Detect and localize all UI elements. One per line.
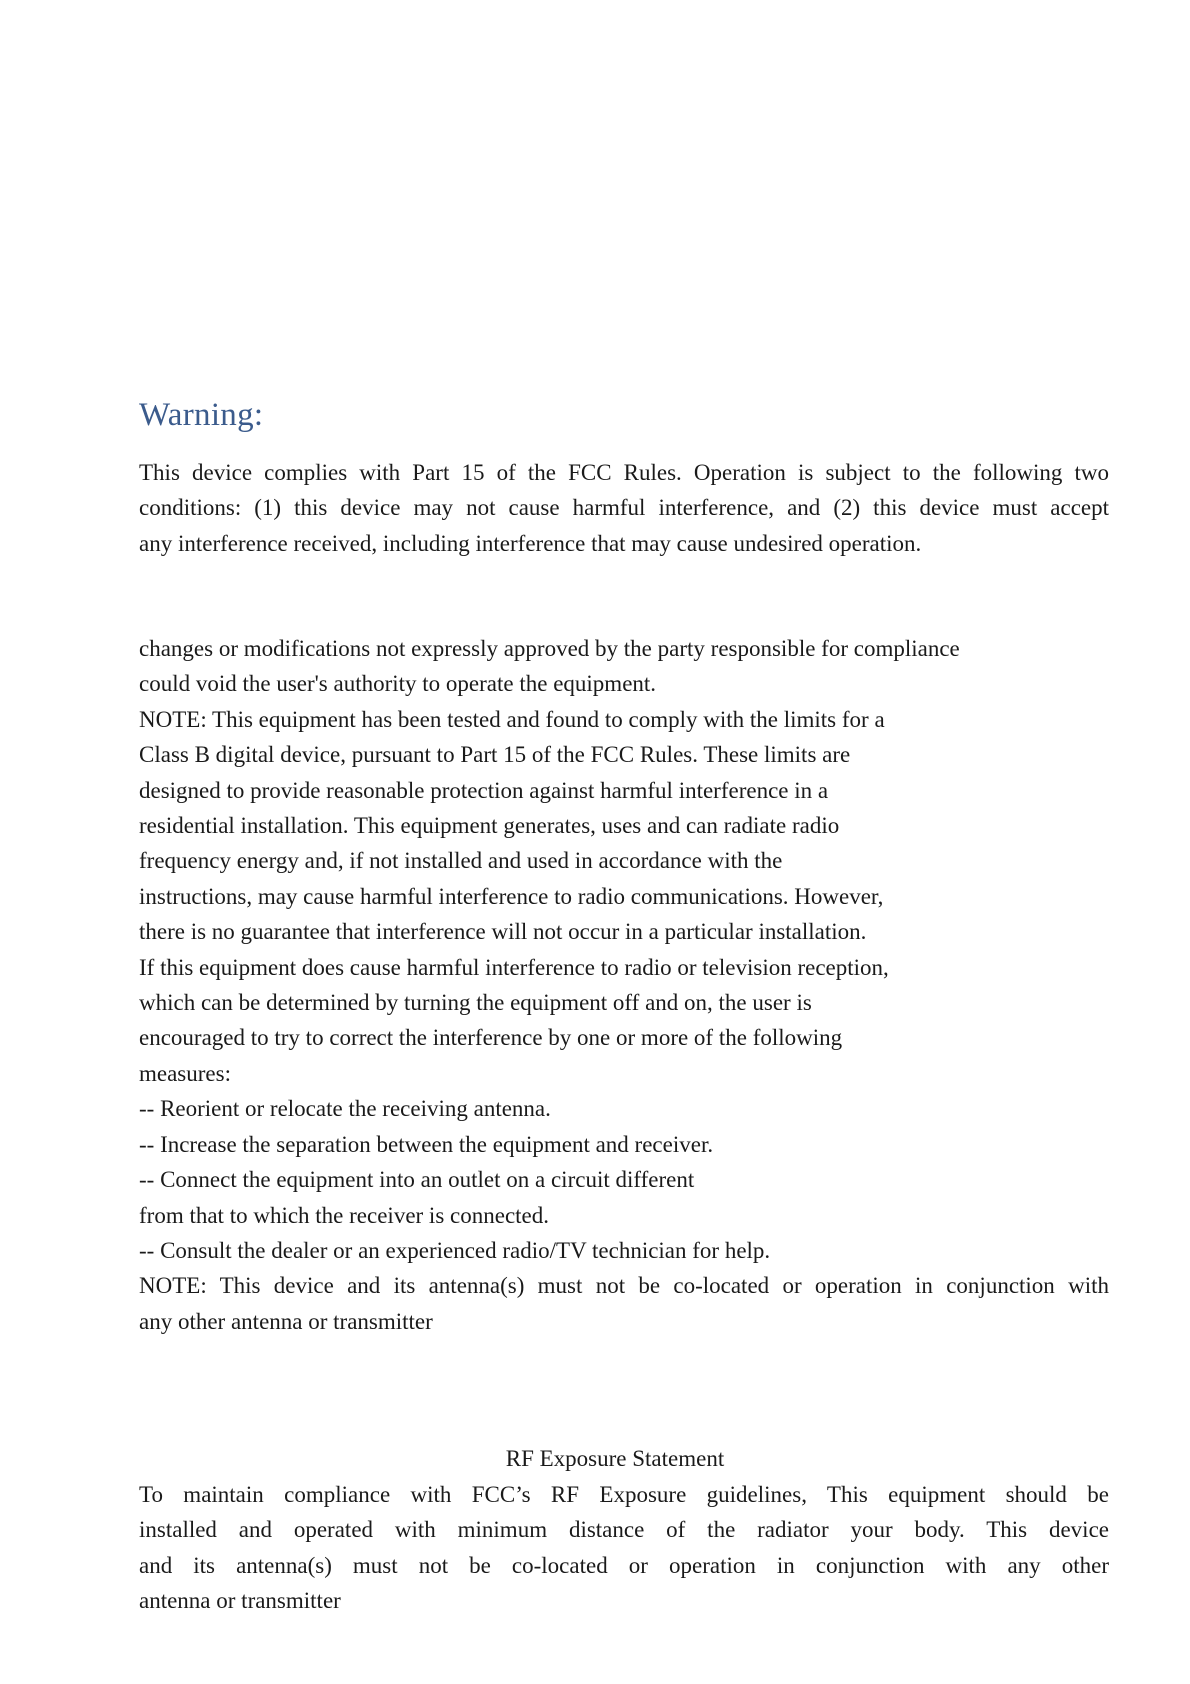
text-line: antenna or transmitter	[139, 1588, 341, 1614]
text-line: could void the user's authority to operate the equipment.	[139, 671, 657, 697]
text-line: there is no guarantee that interference will not occur in a particular installation.	[139, 919, 867, 945]
text-line: To maintain compliance with FCC’s RF Exposure guidelines, This equipment should be	[139, 1482, 1109, 1507]
text-line: If this equipment does cause harmful interference to radio or television reception,	[139, 954, 889, 980]
text-line: measures:	[139, 1060, 231, 1086]
text-line: installed and operated with minimum distance of the radiator your body. This device	[139, 1517, 1109, 1543]
text-line: Class B digital device, pursuant to Part 15 of the FCC Rules. These limits are	[139, 742, 851, 768]
text-line: which can be determined by turning the equipment off and on, the user is	[139, 990, 812, 1016]
text-line: instructions, may cause harmful interference to radio communications. However,	[139, 883, 884, 909]
text-line: any interference received, including interference that may cause undesired operation.	[139, 530, 922, 556]
warning-heading: Warning:	[139, 397, 264, 433]
rf-exposure-paragraph	[139, 1477, 1109, 1619]
text-line: and its antenna(s) must not be co-located or operation in conjunction with any other	[139, 1552, 1109, 1578]
text-line: changes or modifications not expressly approved by the party responsible for compliance	[139, 636, 960, 661]
fcc-notice-section	[139, 631, 1109, 1339]
text-line: NOTE: This device and its antenna(s) must not be co-located or operation in conjunction with	[139, 1273, 1109, 1299]
text-line: residential installation. This equipment generates, uses and can radiate radio	[139, 813, 840, 839]
list-item: -- Increase the separation between the equipment and receiver.	[139, 1131, 714, 1157]
list-item-continuation: from that to which the receiver is connected.	[139, 1202, 550, 1228]
text-line: This device complies with Part 15 of the FCC Rules. Operation is subject to the following two	[139, 460, 1109, 485]
text-line: conditions: (1) this device may not cause harmful interference, and (2) this device must accept	[139, 495, 1109, 521]
list-item: -- Connect the equipment into an outlet on a circuit different	[139, 1167, 695, 1193]
text-line: designed to provide reasonable protection against harmful interference in a	[139, 777, 829, 803]
text-line: NOTE: This equipment has been tested and found to comply with the limits for a	[139, 706, 885, 732]
fcc-compliance-paragraph	[139, 455, 1109, 561]
text-line: encouraged to try to correct the interference by one or more of the following	[139, 1025, 843, 1051]
list-item: -- Reorient or relocate the receiving antenna.	[139, 1096, 551, 1122]
text-line: frequency energy and, if not installed and used in accordance with the	[139, 848, 783, 874]
rf-exposure-title: RF Exposure Statement	[505, 1446, 725, 1471]
text-line: any other antenna or transmitter	[139, 1308, 433, 1334]
list-item: -- Consult the dealer or an experienced radio/TV technician for help.	[139, 1237, 771, 1263]
